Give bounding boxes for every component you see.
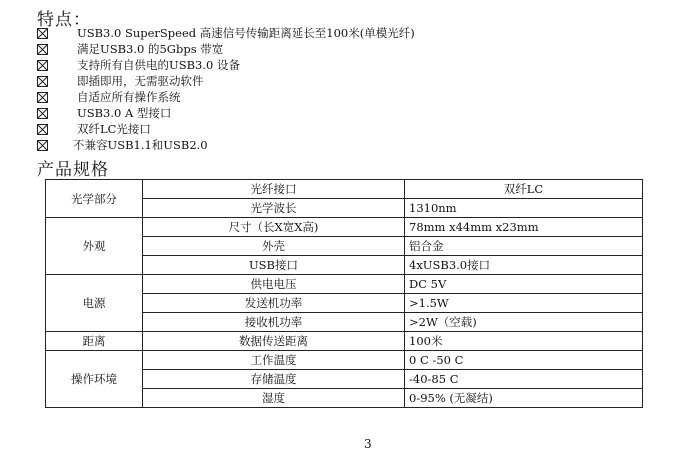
feature-text: 自适应所有操作系统 — [77, 90, 181, 104]
feature-item — [37, 25, 415, 41]
features-list — [37, 25, 415, 153]
spec-param-cell: USB接口 — [143, 256, 405, 275]
feature-item — [37, 121, 415, 137]
feature-item — [37, 41, 415, 57]
spec-value-cell: 100米 — [405, 332, 643, 351]
spec-group-cell: 距离 — [46, 332, 143, 351]
spec-heading: 产品规格 — [37, 160, 109, 180]
spec-value-cell: 0-95% (无凝结) — [405, 389, 643, 408]
feature-item — [37, 137, 415, 153]
spec-value-cell: 1310nm — [405, 199, 643, 218]
spec-param-cell: 尺寸（长X宽X高) — [143, 218, 405, 237]
spec-param-cell: 数据传送距离 — [143, 332, 405, 351]
spec-value-cell: >1.5W — [405, 294, 643, 313]
checkbox-crossed-icon — [37, 44, 48, 55]
spec-param-cell: 供电电压 — [143, 275, 405, 294]
feature-text: 支持所有自供电的USB3.0 设备 — [77, 58, 240, 72]
table-row — [46, 180, 643, 199]
spec-group-cell: 操作环境 — [46, 351, 143, 408]
spec-param-cell: 光纤接口 — [143, 180, 405, 199]
feature-text: 不兼容USB1.1和USB2.0 — [73, 138, 208, 152]
spec-param-cell: 发送机功率 — [143, 294, 405, 313]
checkbox-crossed-icon — [37, 124, 48, 135]
checkbox-crossed-icon — [37, 60, 48, 71]
feature-text: 即插即用，无需驱动软件 — [77, 74, 204, 88]
feature-text: USB3.0 A 型接口 — [77, 106, 172, 120]
feature-item — [37, 73, 415, 89]
spec-group-cell: 外观 — [46, 218, 143, 275]
checkbox-crossed-icon — [37, 140, 48, 151]
spec-value-cell: >2W（空载) — [405, 313, 643, 332]
spec-value-cell: 0 C -50 C — [405, 351, 643, 370]
table-row — [46, 332, 643, 351]
feature-item — [37, 89, 415, 105]
spec-table — [45, 179, 643, 408]
feature-text: 双纤LC光接口 — [77, 122, 151, 136]
spec-value-cell: 双纤LC — [405, 180, 643, 199]
spec-group-cell: 光学部分 — [46, 180, 143, 218]
table-row — [46, 218, 643, 237]
feature-text: 满足USB3.0 的5Gbps 带宽 — [77, 42, 224, 56]
spec-value-cell: -40-85 C — [405, 370, 643, 389]
spec-value-cell: 4xUSB3.0接口 — [405, 256, 643, 275]
spec-value-cell: 78mm x44mm x23mm — [405, 218, 643, 237]
spec-param-cell: 外壳 — [143, 237, 405, 256]
spec-group-cell: 电源 — [46, 275, 143, 332]
spec-param-cell: 光学波长 — [143, 199, 405, 218]
feature-text: USB3.0 SuperSpeed 高速信号传输距离延长至100米(单模光纤) — [77, 26, 415, 40]
page-number: 3 — [364, 437, 372, 451]
table-row — [46, 275, 643, 294]
table-row — [46, 351, 643, 370]
spec-param-cell: 湿度 — [143, 389, 405, 408]
spec-param-cell: 存储温度 — [143, 370, 405, 389]
spec-value-cell: 铝合金 — [405, 237, 643, 256]
spec-param-cell: 工作温度 — [143, 351, 405, 370]
checkbox-crossed-icon — [37, 108, 48, 119]
spec-value-cell: DC 5V — [405, 275, 643, 294]
feature-item — [37, 105, 415, 121]
spec-param-cell: 接收机功率 — [143, 313, 405, 332]
feature-item — [37, 57, 415, 73]
features-heading: 特点： — [37, 10, 91, 30]
checkbox-crossed-icon — [37, 92, 48, 103]
checkbox-crossed-icon — [37, 76, 48, 87]
checkbox-crossed-icon — [37, 28, 48, 39]
